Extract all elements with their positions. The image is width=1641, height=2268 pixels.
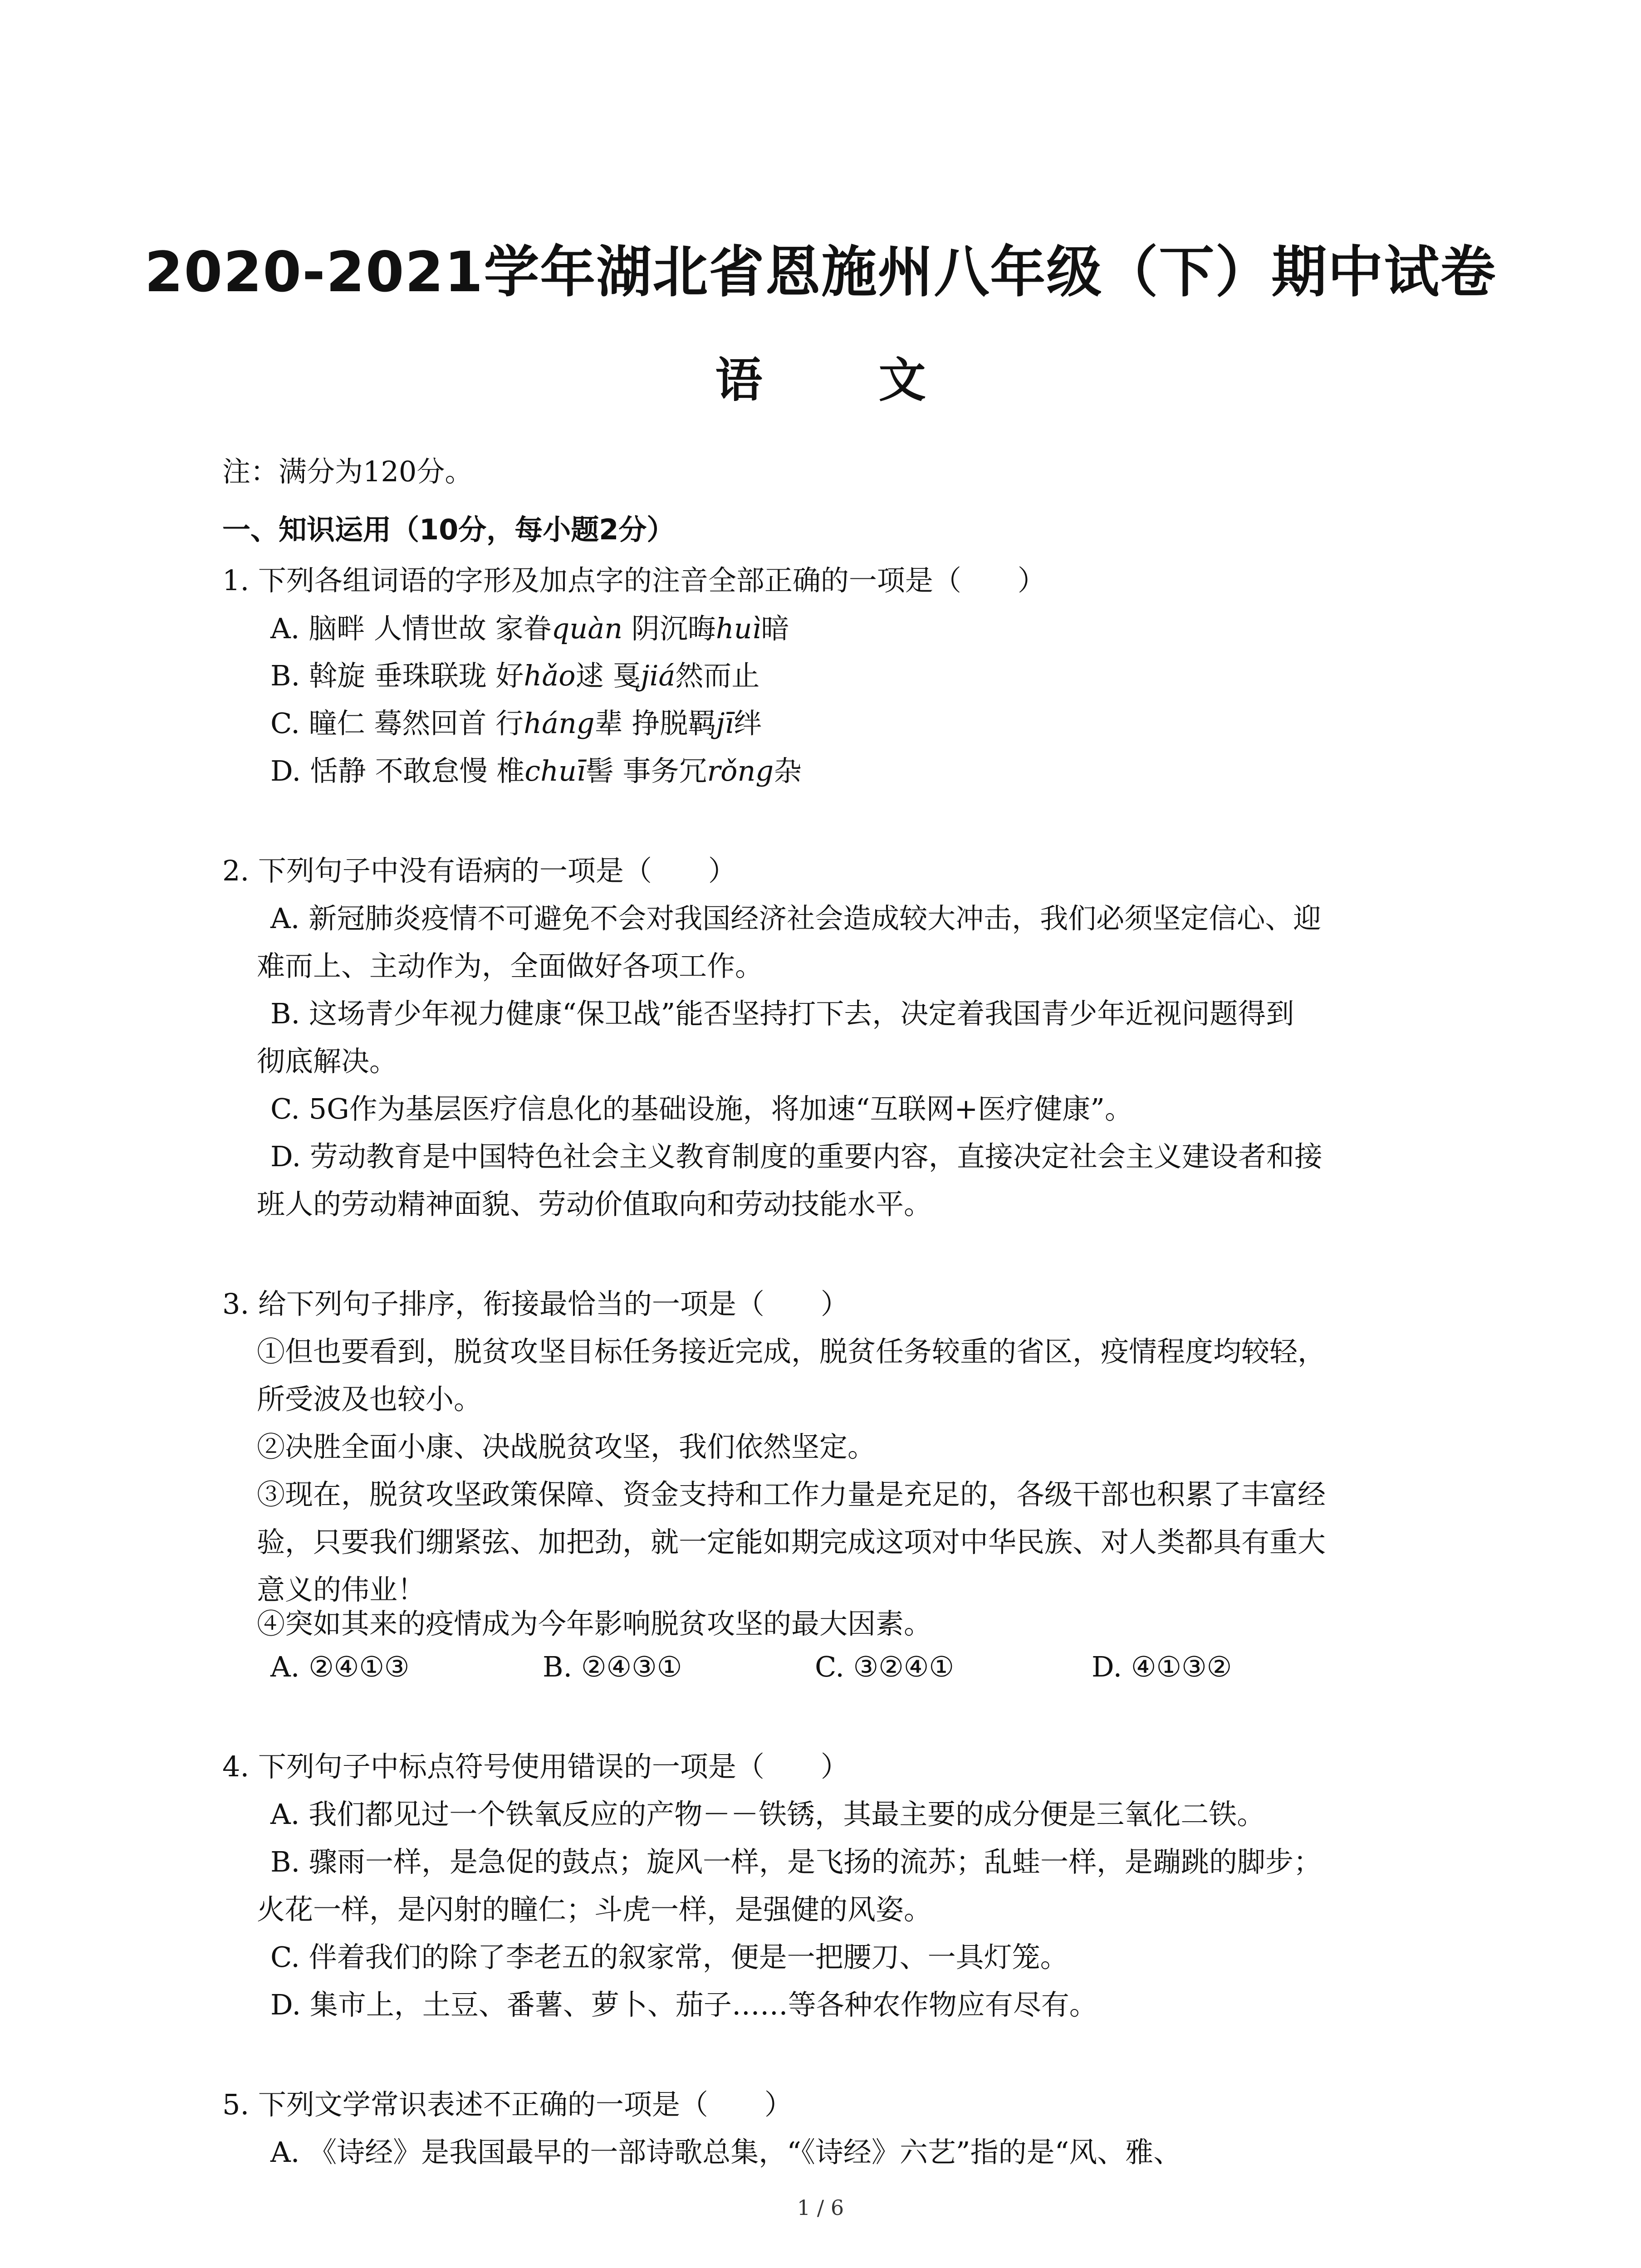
question-2-option-a-cont: 难而上、主动作为，全面做好各项工作。: [257, 949, 764, 982]
pinyin: huì: [715, 612, 761, 645]
question-3-option-d[interactable]: D. ④①③②: [1092, 1650, 1232, 1683]
question-3-sentence-1-cont: 所受波及也较小。: [257, 1383, 482, 1416]
pinyin: háng: [524, 707, 595, 740]
exam-title: 2020-2021学年湖北省恩施州八年级（下）期中试卷: [144, 240, 1497, 304]
question-4-stem: 4. 下列句子中标点符号使用错误的一项是（ ）: [222, 1750, 849, 1783]
option-text: 然而止: [675, 659, 760, 692]
question-2-stem: 2. 下列句子中没有语病的一项是（ ）: [222, 854, 736, 887]
question-4-option-b[interactable]: B. 骤雨一样，是急促的鼓点；旋风一样，是飞扬的流苏；乱蛙一样，是蹦跳的脚步；: [270, 1845, 1322, 1878]
question-2-option-b[interactable]: B. 这场青少年视力健康“保卫战”能否坚持打下去，决定着我国青少年近视问题得到: [270, 997, 1294, 1030]
question-2-option-a[interactable]: A. 新冠肺炎疫情不可避免不会对我国经济社会造成较大冲击，我们必须坚定信心、迎: [270, 902, 1322, 935]
question-3-option-c[interactable]: C. ③②④①: [815, 1650, 954, 1683]
subject-heading: 语 文: [715, 352, 976, 408]
pinyin: hǎo: [524, 659, 576, 692]
question-2-option-d-cont: 班人的劳动精神面貌、劳动价值取向和劳动技能水平。: [257, 1188, 932, 1221]
question-3-sentence-4: ④突如其来的疫情成为今年影响脱贫攻坚的最大因素。: [257, 1607, 932, 1640]
option-text: 绊: [734, 707, 762, 740]
option-text: C. 瞳仁 蓦然回首 行: [270, 707, 524, 740]
question-4-option-c[interactable]: C. 伴着我们的除了李老五的叙家常，便是一把腰刀、一具灯笼。: [270, 1941, 1068, 1974]
score-note: 注：满分为120分。: [222, 455, 473, 488]
option-text: 辈 挣脱羁: [594, 707, 716, 740]
question-2-option-d[interactable]: D. 劳动教育是中国特色社会主义教育制度的重要内容，直接决定社会主义建设者和接: [270, 1140, 1323, 1173]
question-1-option-d[interactable]: [270, 753, 802, 789]
pinyin: jī: [716, 707, 734, 740]
question-3-sentence-3: ③现在，脱贫攻坚政策保障、资金支持和工作力量是充足的，各级干部也积累了丰富经: [257, 1478, 1326, 1511]
option-text: A. 脑畔 人情世故 家眷: [270, 612, 552, 645]
question-3-option-a[interactable]: A. ②④①③: [270, 1650, 410, 1683]
question-5-option-a[interactable]: A. 《诗经》是我国最早的一部诗歌总集，“《诗经》六艺”指的是“风、雅、: [270, 2136, 1182, 2169]
question-3-sentence-2: ②决胜全面小康、决战脱贫攻坚，我们依然坚定。: [257, 1430, 876, 1463]
question-4-option-a[interactable]: A. 我们都见过一个铁氧反应的产物－－铁锈，其最主要的成分便是三氧化二铁。: [270, 1798, 1265, 1831]
option-text: 暗: [761, 612, 789, 645]
question-3-stem: 3. 给下列句子排序，衔接最恰当的一项是（ ）: [222, 1287, 849, 1320]
question-2-option-b-cont: 彻底解决。: [257, 1045, 398, 1078]
question-1-stem: 1. 下列各组词语的字形及加点字的注音全部正确的一项是（ ）: [222, 564, 1046, 597]
option-text: 阴沉晦: [622, 612, 716, 645]
question-4-option-d[interactable]: D. 集市上，土豆、番薯、萝卜、茄子……等各种农作物应有尽有。: [270, 1988, 1097, 2021]
pinyin: rǒng: [707, 754, 774, 787]
option-text: D. 恬静 不敢怠慢 椎: [270, 754, 525, 787]
question-1-option-c[interactable]: [270, 705, 762, 742]
pinyin: quàn: [551, 612, 623, 645]
question-3-sentence-3-end: 意义的伟业！: [257, 1573, 426, 1606]
question-5-stem: 5. 下列文学常识表述不正确的一项是（ ）: [222, 2088, 793, 2121]
option-text: B. 斡旋 垂珠联珑 好: [270, 659, 524, 692]
option-text: 逑 戛: [575, 659, 641, 692]
option-text: 杂: [774, 754, 802, 787]
question-3-options: [270, 1649, 1495, 1685]
question-3-option-b[interactable]: B. ②④③①: [543, 1650, 682, 1683]
question-3-sentence-1: ①但也要看到，脱贫攻坚目标任务接近完成，脱贫任务较重的省区，疫情程度均较轻，: [257, 1335, 1326, 1368]
section-heading: 一、知识运用（10分，每小题2分）: [222, 513, 675, 546]
question-4-option-b-cont: 火花一样，是闪射的瞳仁；斗虎一样，是强健的风姿。: [257, 1893, 932, 1926]
question-1-option-a[interactable]: [270, 611, 789, 647]
option-text: 髻 事务冗: [585, 754, 707, 787]
pinyin: chuī: [524, 754, 586, 787]
question-3-sentence-3-cont: 验，只要我们绷紧弦、加把劲，就一定能如期完成这项对中华民族、对人类都具有重大: [257, 1525, 1326, 1559]
question-2-option-c[interactable]: C. 5G作为基层医疗信息化的基础设施，将加速“互联网+医疗健康”。: [270, 1092, 1133, 1125]
page-number: 1 / 6: [797, 2195, 844, 2220]
pinyin: jiá: [641, 659, 676, 692]
question-1-option-b[interactable]: [270, 658, 759, 694]
